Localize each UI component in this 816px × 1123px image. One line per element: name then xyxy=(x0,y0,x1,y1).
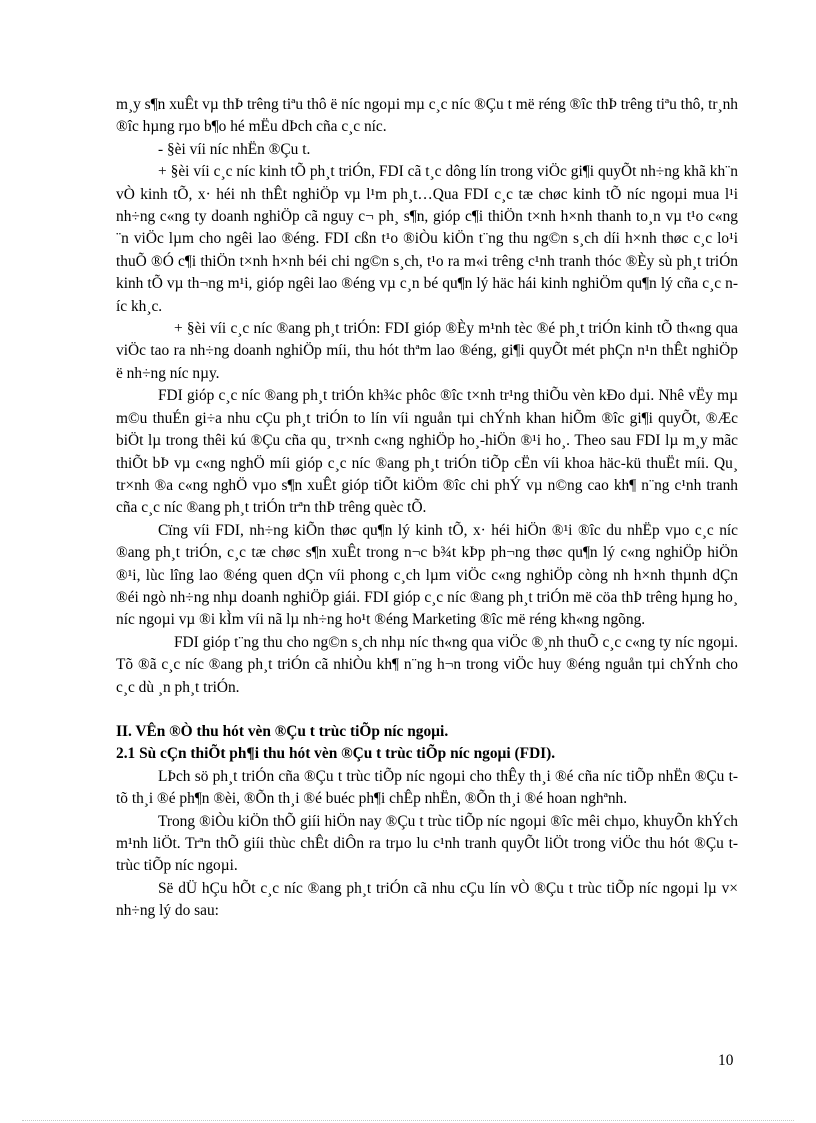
paragraph-developing-countries: + §èi víi c¸c níc ®ang ph¸t triÓn: FDI gióp ®Èy m¹nh tèc ®é ph¸t triÓn kinh tÕ th«ng qua viÖc tao ra nh÷ng doanh nghiÖp míi, thu hót thªm lao ®éng, gi¶i quyÕt mét phÇn n¹n thÊt nghiÖp ë nh÷ng níc nµy. xyxy=(116,320,738,382)
page-body xyxy=(116,94,738,923)
bullet-host-country: - §èi víi níc nhËn ®Çu t. xyxy=(158,140,311,158)
section-spacer xyxy=(116,699,738,721)
paragraph-capital-shortage: FDI gióp c¸c níc ®ang ph¸t triÓn kh¾c phôc ®îc t×nh tr¹ng thiÕu vèn kÐo dµi. Nhê vËy mµ m©u thuÉn gi÷a nhu cÇu ph¸t triÓn to lín víi nguån tµi chÝnh khan hiÕm ®îc gi¶i quyÕt, ®Æc biÖt lµ trong thêi kú ®Çu cña qu¸ tr×nh c«ng nghiÖp ho¸-hiÖn ®¹i ho¸. Theo sau FDI lµ m¸y mãc thiÕt bÞ vµ c«ng nghÖ míi gióp c¸c níc ®ang ph¸t triÓn tiÕp cËn víi khoa häc-kü thuËt míi. Qu¸ tr×nh ®a c«ng nghÖ vµo s¶n xuÊt gióp tiÕt kiÖm ®îc chi phÝ vµ n©ng cao kh¶ n¨ng c¹nh tranh cña c¸c níc ®ang ph¸t triÓn trªn thÞ trêng quèc tÕ. xyxy=(116,387,738,517)
page-number: 10 xyxy=(718,1052,734,1069)
paragraph-continuation: m¸y s¶n xuÊt vµ thÞ trêng tiªu thô ë níc ngoµi mµ c¸c níc ®Çu t më réng ®îc thÞ trêng tiªu thô, tr¸nh ®îc hµng rµo b¶o hé mËu dÞch cña c¸c níc. xyxy=(116,96,738,136)
paragraph-competition: Trong ®iÒu kiÖn thÕ giíi hiÖn nay ®Çu t trùc tiÕp níc ngoµi ®îc mêi chµo, khuyÕn khÝch m¹nh liÖt. Trªn thÕ giíi thùc chÊt diÔn ra trµo lu c¹nh tranh quyÕt liÖt trong viÖc thu hót ®Çu t trùc tiÕp níc ngoµi. xyxy=(116,812,738,875)
paragraph-budget-revenue: FDI gióp t¨ng thu cho ng©n s¸ch nhµ níc th«ng qua viÖc ®¸nh thuÕ c¸c c«ng ty níc ngoµi. Tõ ®ã c¸c níc ®ang ph¸t triÓn cã nhiÒu kh¶ n¨ng h¬n trong viÖc huy ®éng nguån tµi chÝnh cho c¸c dù ¸n ph¸t triÓn. xyxy=(116,633,738,696)
footer-divider xyxy=(22,1120,794,1121)
paragraph-developed-countries: + §èi víi c¸c níc kinh tÕ ph¸t triÓn, FDI cã t¸c dông lín trong viÖc gi¶i quyÕt nh÷ng khã kh¨n vÒ kinh tÕ, x· héi nh thÊt nghiÖp vµ l¹m ph¸t…Qua FDI c¸c tæ chøc kinh tÕ níc ngoµi mua l¹i nh÷ng c«ng ty doanh nghiÖp cã nguy c¬ ph¸ s¶n, gióp c¶i thiÖn t×nh h×nh thanh to¸n vµ t¹o c«ng ¨n viÖc lµm cho ngêi lao ®éng. FDI cßn t¹o ®iÒu kiÖn t¨ng thu ng©n s¸ch díi h×nh thøc c¸c lo¹i thuÕ ®Ó c¶i thiÖn t×nh h×nh béi chi ng©n s¸ch, t¹o ra m«i trêng c¹nh tranh thóc ®Èy sù ph¸t triÓn kinh tÕ vµ th¬ng m¹i, gióp ngêi lao ®éng vµ c¸n bé qu¶n lý häc hái kinh nghiÖm qu¶n lý cña c¸c níc kh¸c. xyxy=(116,163,738,315)
section-heading: II. VÊn ®Ò thu hót vèn ®Çu t trùc tiÕp níc ngoµi. xyxy=(116,722,449,740)
subsection-heading: 2.1 Sù cÇn thiÕt ph¶i thu hót vèn ®Çu t trùc tiÕp níc ngoµi (FDI). xyxy=(116,745,556,763)
paragraph-management-knowledge: Cïng víi FDI, nh÷ng kiÕn thøc qu¶n lý kinh tÕ, x· héi hiÖn ®¹i ®îc du nhËp vµo c¸c níc ®ang ph¸t triÓn, c¸c tæ chøc s¶n xuÊt trong n¬c b¾t kÞp ph¬ng thøc qu¶n lý c«ng nghiÖp hiÖn ®¹i, lùc lîng lao ®éng quen dÇn víi phong c¸ch lµm viÖc c«ng nghiÖp còng nh h×nh thµnh dÇn ®éi ngò nh÷ng nhµ doanh nghiÖp giái. FDI gióp c¸c níc ®ang ph¸t triÓn më cöa thÞ trêng hµng ho¸ níc ngoµi vµ ®i kÌm víi nã lµ nh÷ng ho¹t ®éng Marketing ®îc më réng kh«ng ngõng. xyxy=(116,521,738,629)
paragraph-history: LÞch sö ph¸t triÓn cña ®Çu t trùc tiÕp níc ngoµi cho thÊy th¸i ®é cña níc tiÕp nhËn ®Çu t tõ th¸i ®é ph¶n ®èi, ®Õn th¸i ®é buéc ph¶i chÊp nhËn, ®Õn th¸i ®é hoan nghªnh. xyxy=(116,767,738,808)
paragraph-reasons: Së dÜ hÇu hÕt c¸c níc ®ang ph¸t triÓn cã nhu cÇu lín vÒ ®Çu t trùc tiÕp níc ngoµi lµ v× nh÷ng lý do sau: xyxy=(116,879,738,920)
